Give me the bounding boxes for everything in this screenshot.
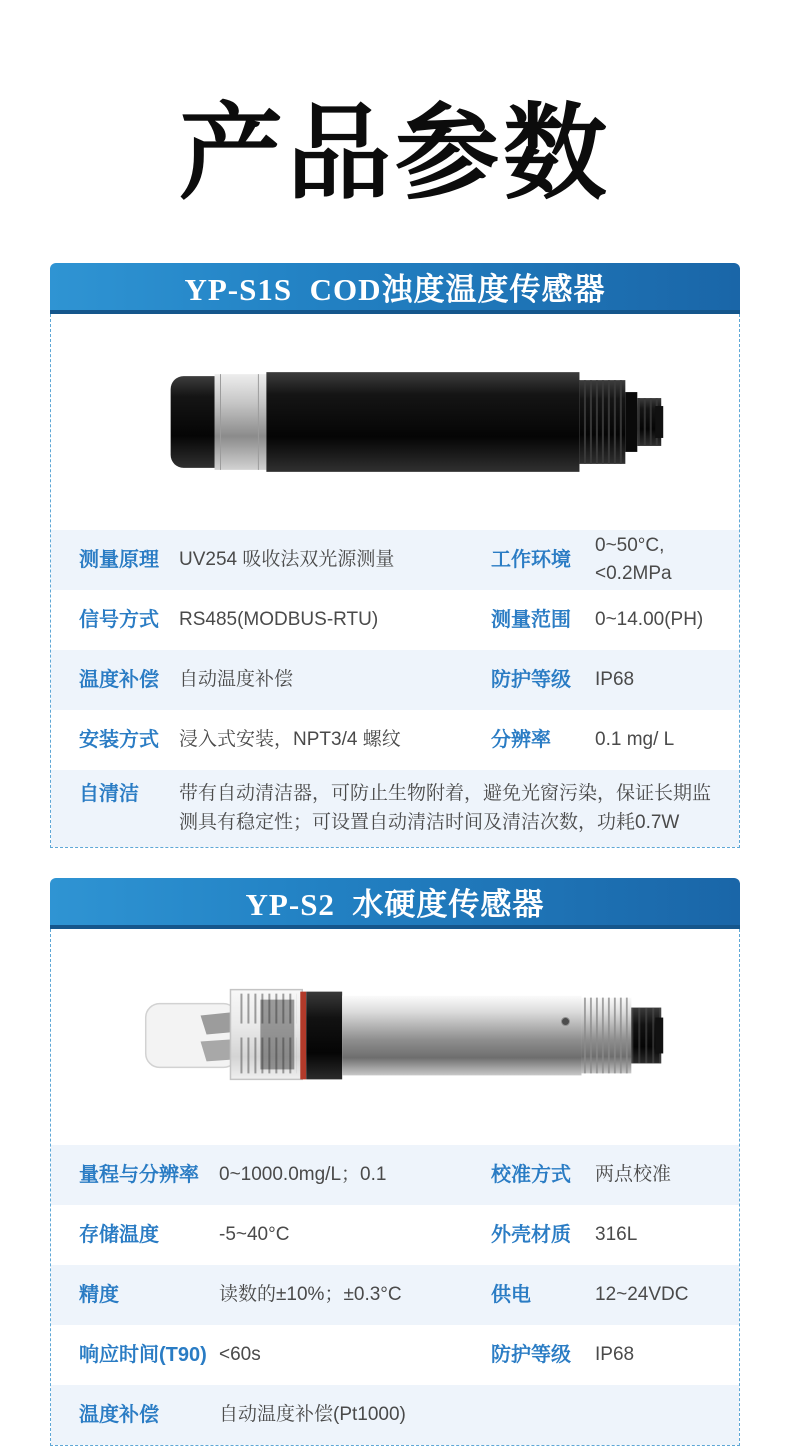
spec-label: 存储温度 <box>79 1223 159 1246</box>
spec-label: 信号方式 <box>79 608 159 631</box>
spec-value: RS485(MODBUS-RTU) <box>179 608 379 630</box>
spec-label: 温度补偿 <box>79 668 159 691</box>
spec-value: UV254 吸收法双光源测量 <box>179 548 395 570</box>
spec-label: 自清洁 <box>79 783 139 805</box>
spec-value: 0.1 mg/ L <box>595 728 675 750</box>
spec-value: IP68 <box>595 668 635 690</box>
spec-row <box>51 710 739 770</box>
card-body-yp-s1s <box>50 314 740 848</box>
spec-label: 量程与分辨率 <box>79 1163 199 1186</box>
spec-label: 测量原理 <box>79 548 159 571</box>
spec-row <box>51 1265 739 1325</box>
spec-value: <60s <box>219 1343 261 1365</box>
spec-label: 测量范围 <box>491 608 571 631</box>
product-card-yp-s1s <box>50 263 740 848</box>
hardness-sensor-illustration <box>51 929 739 1145</box>
spec-value: 自动温度补偿 <box>179 668 294 690</box>
spec-label: 响应时间(T90) <box>79 1343 207 1366</box>
spec-row <box>51 530 739 590</box>
hardness-sensor-photo <box>51 929 739 1145</box>
spec-value: 0~1000.0mg/L；0.1 <box>219 1163 387 1185</box>
spec-value: 两点校准 <box>595 1163 672 1185</box>
spec-label: 精度 <box>79 1283 119 1306</box>
spec-row <box>51 770 739 847</box>
spec-row <box>51 1325 739 1385</box>
spec-label: 供电 <box>491 1283 531 1306</box>
card-title-yp-s1s: YP-S1S COD浊度温度传感器 <box>184 272 606 307</box>
card-header-yp-s2 <box>50 878 740 929</box>
spec-row <box>51 1145 739 1205</box>
spec-row <box>51 650 739 710</box>
spec-row <box>51 1205 739 1265</box>
spec-label: 安装方式 <box>79 728 159 751</box>
cod-sensor-photo <box>51 314 739 530</box>
spec-value: 带有自动清洁器，可防止生物附着，避免光窗污染，保证长期监测具有稳定性；可设置自动清洁时间及清洁次数，功耗0.7W <box>179 783 712 833</box>
spec-value: 0~50°C,<0.2MPa <box>595 534 672 584</box>
spec-value: -5~40°C <box>219 1223 290 1245</box>
spec-row <box>51 590 739 650</box>
spec-label: 防护等级 <box>491 1343 571 1366</box>
page-title: 产品参数 <box>178 96 611 212</box>
spec-value: 12~24VDC <box>595 1283 689 1305</box>
spec-label: 校准方式 <box>491 1163 571 1186</box>
cod-sensor-illustration <box>51 314 739 530</box>
card-body-yp-s2 <box>50 929 740 1446</box>
spec-value: 读数的±10%；±0.3°C <box>219 1283 402 1305</box>
card-title-yp-s2: YP-S2 水硬度传感器 <box>245 887 545 922</box>
spec-table-yp-s1s <box>51 530 739 847</box>
spec-value: 自动温度补偿(Pt1000) <box>219 1403 406 1425</box>
card-header-yp-s1s <box>50 263 740 314</box>
spec-label: 工作环境 <box>491 548 571 571</box>
spec-label: 防护等级 <box>491 668 571 691</box>
spec-label: 温度补偿 <box>79 1403 159 1426</box>
spec-label: 外壳材质 <box>491 1223 571 1246</box>
product-card-yp-s2 <box>50 878 740 1446</box>
spec-value: 0~14.00(PH) <box>595 608 704 630</box>
spec-value: IP68 <box>595 1343 635 1365</box>
spec-row <box>51 1385 739 1445</box>
spec-table-yp-s2 <box>51 1145 739 1445</box>
spec-value: 316L <box>595 1223 638 1245</box>
spec-value: 浸入式安装，NPT3/4 螺纹 <box>179 728 401 750</box>
spec-label: 分辨率 <box>491 728 551 751</box>
